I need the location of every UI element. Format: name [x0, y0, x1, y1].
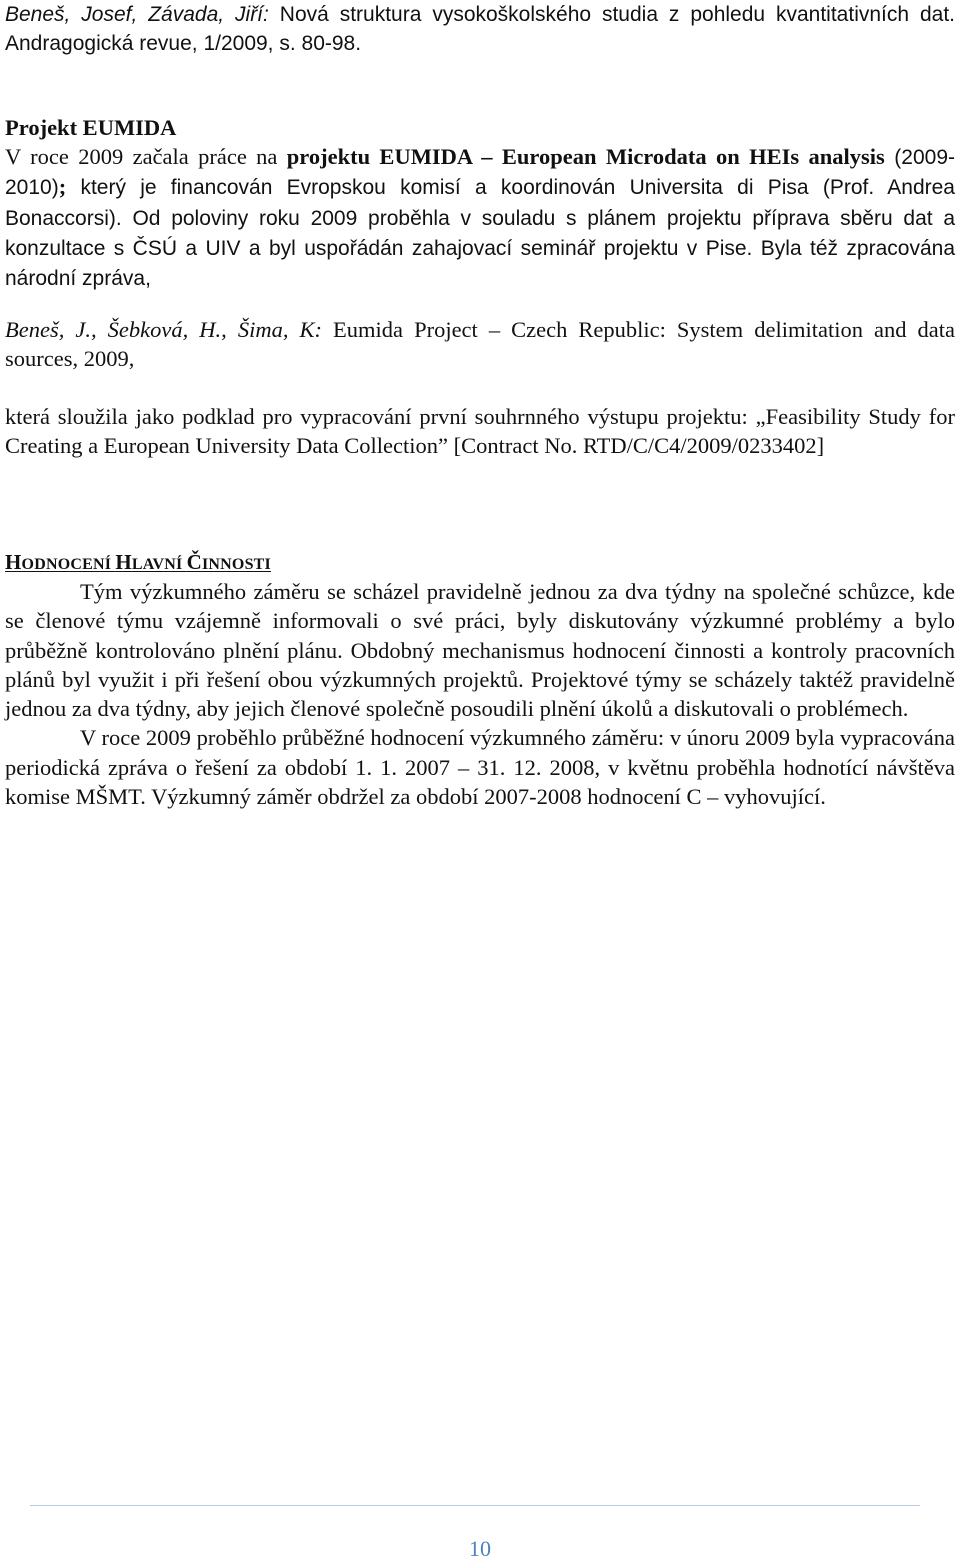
reference-benes-zavada [5, 0, 955, 59]
section-heading-evaluation [5, 548, 271, 579]
heading-part: H [5, 550, 22, 574]
heading-part: ODNOCENÍ [21, 556, 116, 573]
eumida-intro: V roce 2009 začala práce na [5, 144, 287, 169]
reference-authors: Beneš, Josef, Závada, Jiří: [5, 3, 269, 26]
footer-divider [30, 1505, 920, 1506]
reference-title: Nová struktura vysokoškolského studia z pohledu kvantitativních dat. Andragogická revue, 1/2009, s. 80-98. [5, 3, 955, 56]
heading-part: LAVNÍ [131, 556, 187, 573]
eumida-description: který je financován Evropskou komisí a koordinován Universita di Pisa (Prof. Andrea Bonaccorsi). Od poloviny roku 2009 proběhla v souladu s plánem projektu příprava sběru dat a konzultace s ČSÚ a UIV a byl uspořádán zahajovací seminář projektu v Pise. Byla též zpracována národní zpráva, [5, 176, 955, 291]
eumida-period: (2009-2010) [5, 146, 955, 200]
evaluation-paragraph: V roce 2009 proběhlo průběžné hodnocení výzkumného záměru: v únoru 2009 byla vypracována periodická zpráva o řešení za období 1. 1. 2007 – 31. 12. 2008, v květnu proběhla hodnotící návštěva komise MŠMT. Výzkumný záměr obdržel za období 2007-2008 hodnocení C – vyhovující. [5, 725, 955, 810]
evaluation-paragraph: Tým výzkumného záměru se scházel pravidelně jednou za dva týdny na společné schůzce, kde se členové týmu vzájemně informovali o své práci, byly diskutovány výzkumné problémy a bylo průběžně kontrolováno plnění plánu. Obdobný mechanismus hodnocení činnosti a kontroly pracovních plánů byl využit i při řešení obou výzkumných projektů. Projektové týmy se scházely taktéž pravidelně jednou za dva týdny, aby jejich členové společně posoudili plnění úkolů a diskutovali o problémech. [5, 579, 955, 722]
feasibility-study-paragraph: která sloužila jako podklad pro vypracování první souhrnného výstupu projektu: „Feasibility Study for Creating a European University Data Collection” [Contract No. RTD/C/C4/2009/0233402] [5, 404, 955, 459]
heading-part: H [115, 550, 132, 574]
heading-part: Č [186, 550, 202, 574]
evaluation-body [5, 577, 955, 811]
eumida-project-title: projektu EUMIDA – European Microdata on HEIs analysis [286, 144, 885, 169]
reference-eumida-report [5, 315, 955, 374]
eumida-paragraph [5, 142, 955, 293]
heading-part: INNOSTI [201, 556, 271, 573]
reference-title: Eumida Project – Czech Republic: System delimitation and data sources, 2009, [5, 317, 955, 372]
reference-authors: Beneš, J., Šebková, H., Šima, K: [5, 317, 322, 342]
eumida-semicolon: ; [58, 174, 67, 200]
page-number: 10 [469, 1536, 491, 1561]
section-heading-eumida: Projekt EUMIDA [5, 115, 177, 140]
